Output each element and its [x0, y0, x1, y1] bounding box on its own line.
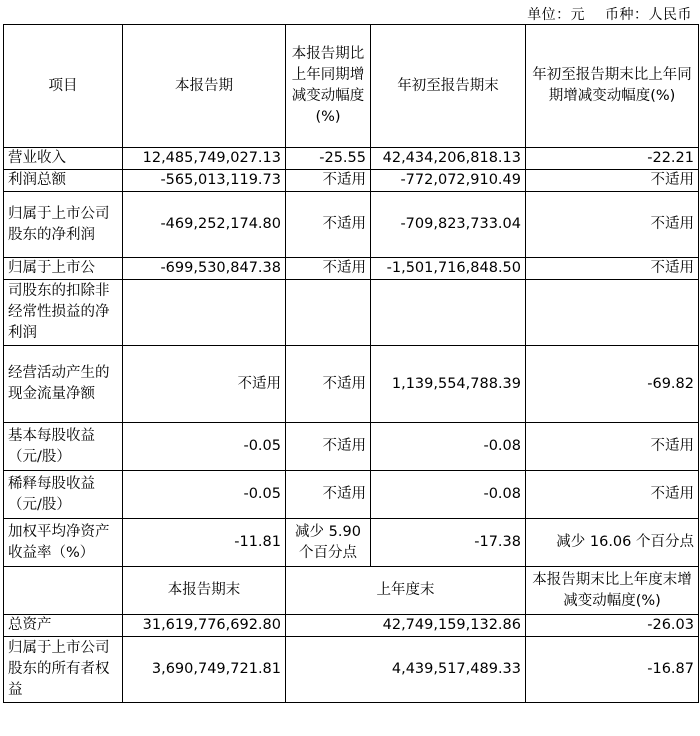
ytd-value: -17.38: [371, 519, 526, 567]
current-value: -469,252,174.80: [123, 192, 286, 258]
table-row: [4, 346, 699, 423]
ytd-value: -1,501,716,848.50: [371, 258, 526, 280]
ytd-value: -709,823,733.04: [371, 192, 526, 258]
table-row: [4, 423, 699, 471]
ytd-change-value: 不适用: [526, 471, 699, 519]
row-label: 基本每股收益（元/股）: [4, 423, 123, 471]
ytd-value: 1,139,554,788.39: [371, 346, 526, 423]
change-value: 不适用: [286, 423, 371, 471]
current-value: -565,013,119.73: [123, 170, 286, 192]
header-period-end-change: 本报告期末比上年度末增减变动幅度(%): [526, 567, 699, 615]
change-value: 不适用: [286, 471, 371, 519]
header-row-2: [4, 567, 699, 615]
header-yoy-change: 本报告期比上年同期增减变动幅度(%): [286, 25, 371, 148]
current-value: -0.05: [123, 471, 286, 519]
row-label: 归属于上市公司股东的所有者权益: [4, 637, 123, 703]
empty-cell: [4, 567, 123, 615]
change-value: 不适用: [286, 192, 371, 258]
header-row: [4, 25, 699, 148]
table-row: [4, 519, 699, 567]
ytd-value: -772,072,910.49: [371, 170, 526, 192]
change-value: -26.03: [526, 615, 699, 637]
row-label-part-a: 归属于上市公: [4, 258, 123, 280]
change-value: -16.87: [526, 637, 699, 703]
ytd-change-value: 减少 16.06 个百分点: [526, 519, 699, 567]
current-value: -11.81: [123, 519, 286, 567]
empty-cell: [371, 280, 526, 346]
current-value: -0.05: [123, 423, 286, 471]
current-value: 不适用: [123, 346, 286, 423]
table-row: [4, 471, 699, 519]
change-value: 减少 5.90 个百分点: [286, 519, 371, 567]
header-ytd: 年初至报告期末: [371, 25, 526, 148]
change-value: -25.55: [286, 148, 371, 170]
table-row: [4, 258, 699, 280]
currency-label: 币种：人民币: [605, 7, 692, 23]
row-label: 稀释每股收益（元/股）: [4, 471, 123, 519]
row-label: 经营活动产生的现金流量净额: [4, 346, 123, 423]
ytd-change-value: -69.82: [526, 346, 699, 423]
change-value: 不适用: [286, 258, 371, 280]
ytd-change-value: 不适用: [526, 423, 699, 471]
ytd-value: 42,434,206,818.13: [371, 148, 526, 170]
period-end-value: 31,619,776,692.80: [123, 615, 286, 637]
ytd-change-value: -22.21: [526, 148, 699, 170]
empty-cell: [123, 280, 286, 346]
ytd-value: -0.08: [371, 423, 526, 471]
last-year-end-value: 42,749,159,132.86: [286, 615, 526, 637]
table-row: [4, 615, 699, 637]
unit-line: [527, 4, 692, 24]
header-item: 项目: [4, 25, 123, 148]
header-last-year-end: 上年度末: [286, 567, 526, 615]
table-row: [4, 637, 699, 703]
ytd-change-value: 不适用: [526, 170, 699, 192]
row-label: 加权平均净资产收益率（%）: [4, 519, 123, 567]
financial-table: [3, 24, 699, 703]
unit-label: 单位：元: [527, 7, 586, 23]
row-label: 归属于上市公司股东的净利润: [4, 192, 123, 258]
empty-cell: [526, 280, 699, 346]
ytd-change-value: 不适用: [526, 192, 699, 258]
header-current-period: 本报告期: [123, 25, 286, 148]
table-row-continuation: [4, 280, 699, 346]
table-row: [4, 148, 699, 170]
change-value: 不适用: [286, 346, 371, 423]
table-row: [4, 170, 699, 192]
header-period-end: 本报告期末: [123, 567, 286, 615]
row-label: 总资产: [4, 615, 123, 637]
current-value: -699,530,847.38: [123, 258, 286, 280]
row-label: 利润总额: [4, 170, 123, 192]
table-row: [4, 192, 699, 258]
row-label: 营业收入: [4, 148, 123, 170]
ytd-value: -0.08: [371, 471, 526, 519]
header-ytd-change: 年初至报告期末比上年同期增减变动幅度(%): [526, 25, 699, 148]
ytd-change-value: 不适用: [526, 258, 699, 280]
current-value: 12,485,749,027.13: [123, 148, 286, 170]
last-year-end-value: 4,439,517,489.33: [286, 637, 526, 703]
change-value: 不适用: [286, 170, 371, 192]
row-label-part-b: 司股东的扣除非经常性损益的净利润: [4, 280, 123, 346]
empty-cell: [286, 280, 371, 346]
period-end-value: 3,690,749,721.81: [123, 637, 286, 703]
